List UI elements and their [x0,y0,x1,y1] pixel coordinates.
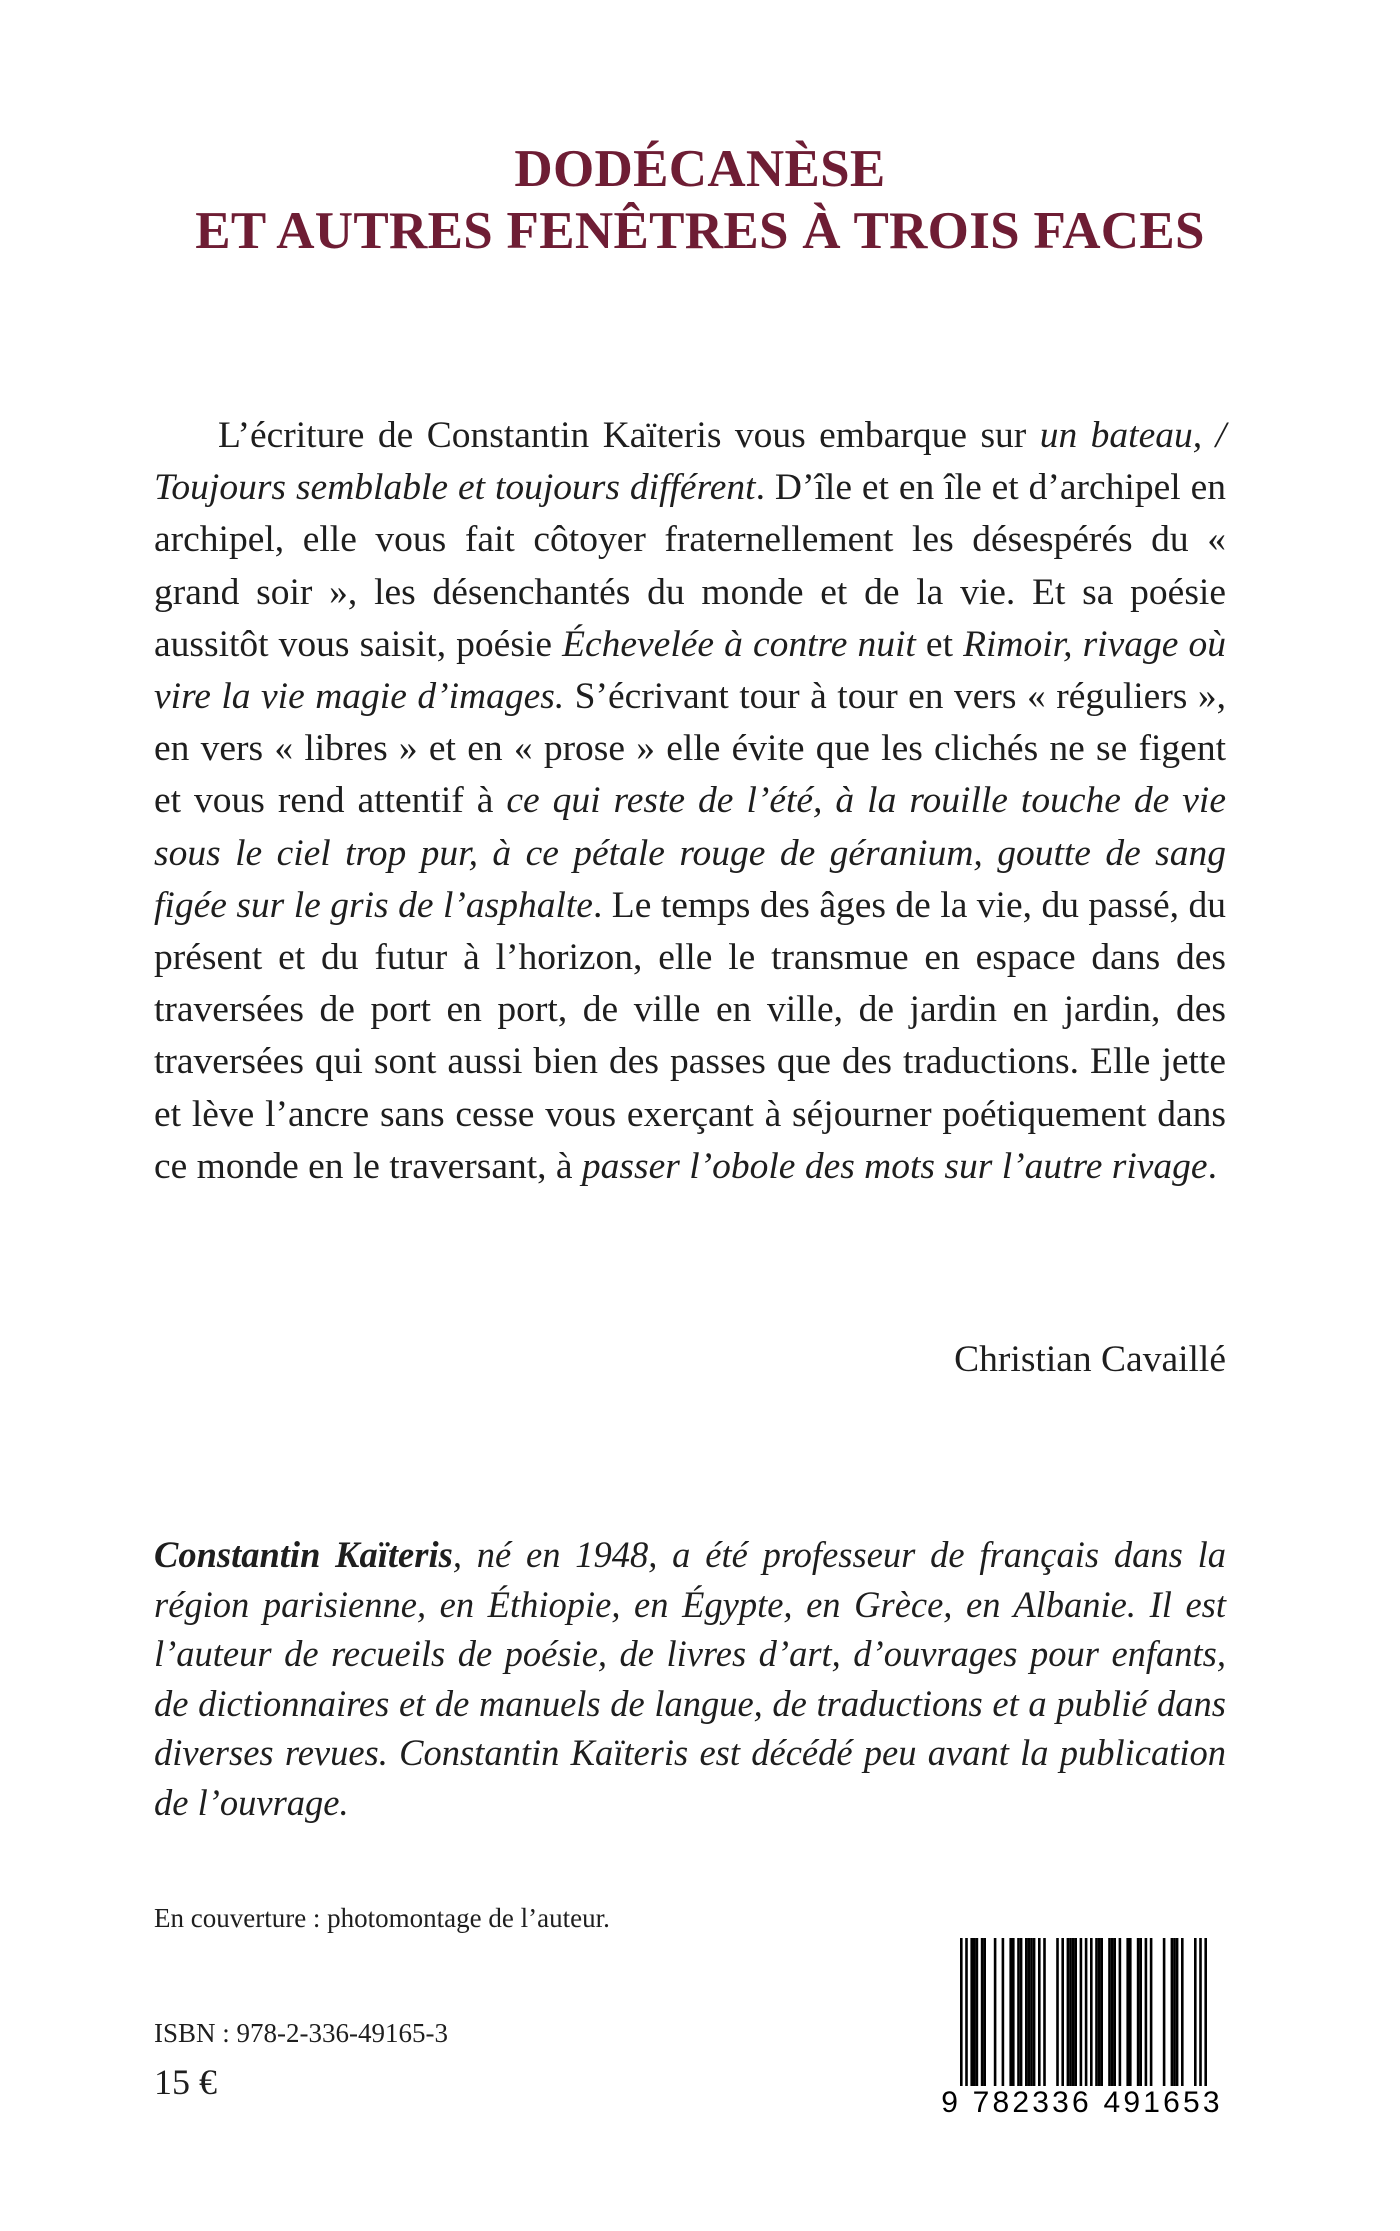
barcode-bar [1119,1938,1122,2088]
barcode-bar [1199,1938,1202,2104]
barcode-bar [1038,1938,1041,2088]
barcode-bar [1098,1938,1101,2088]
blurb-text: . D’île et en île et d’archipel en archipel, elle vous fait côtoyer fraternellement les désespérés du « grand soir », les désenchantés du monde et de la vie. Et sa poésie aussitôt vous saisit, poésie [154,467,1226,665]
barcode-bar [970,1938,973,2088]
blurb-quote: ce qui reste de l’été, à la rouille touche de vie sous le ciel trop pur, à ce pétale rouge de géranium, goutte de sang figée sur le gris de l’asphalte [154,780,1226,926]
barcode-bar [1204,1938,1207,2104]
author-bio [154,1530,1226,1827]
barcode-bar [994,1938,997,2088]
barcode-bar [1043,1938,1046,2088]
barcode-bar [1012,1938,1015,2088]
barcode-bar [1002,1938,1005,2088]
blurb-text: S’écrivant tour à tour en vers « réguliers », en vers « libres » et en « prose » elle évite que les clichés ne se figent et vous rend attentif à [154,676,1227,822]
barcode-bar [981,1938,984,2088]
barcode-bar [1176,1938,1179,2088]
barcode-bar [1074,1938,1077,2088]
barcode-bar [1194,1938,1197,2088]
blurb-text: . [1207,1145,1217,1187]
barcode-bar [1080,1938,1083,2104]
barcode-bar [1009,1938,1012,2088]
barcode-bar [973,1938,976,2088]
barcode-bar [983,1938,986,2088]
barcode-bar [1113,1938,1116,2088]
barcode-bar [1108,1938,1111,2088]
blurb-quote: passer l’obole des mots sur l’autre rivage [581,1145,1208,1187]
barcode-bar [1090,1938,1093,2088]
barcode-digits: 9 782336 491653 [932,2086,1232,2120]
barcode-bar [1028,1938,1031,2088]
blurb-text: . Le temps des âges de la vie, du passé, du présent et du futur à l’horizon, elle le transmue en espace dans des traversées de port en port, de ville en ville, de jardin en jardin, des traversées qui sont aussi bien des passes que des traductions. Elle jette et lève l’ancre sans cesse vous exerçant à séjourner poétiquement dans ce monde en le traversant, à [154,884,1226,1187]
barcode-bar [1072,1938,1075,2088]
barcode-bar [1126,1938,1129,2088]
bio-author-name: Constantin Kaïteris [154,1534,453,1575]
barcode-bar [1139,1938,1142,2088]
barcode-bar [1171,1938,1174,2088]
barcode-bar [1150,1938,1153,2088]
blurb-text: et [915,623,964,665]
barcode-bar [1030,1938,1033,2088]
barcode-bar [1067,1938,1070,2088]
barcode-bar [1033,1938,1036,2088]
title-line-2: ET AUTRES FENÊTRES À TROIS FACES [195,202,1205,260]
barcode-bar [1145,1938,1148,2088]
isbn-label: ISBN : 978-2-336-49165-3 [154,2018,448,2048]
blurb-quote: Rimoir, rivage où vire la vie magie d’images. [154,623,1226,718]
barcode-bar [1181,1938,1184,2088]
blurb-quote: Échevelée à contre nuit [562,623,916,665]
book-title [0,138,1400,262]
barcode-bar [1163,1938,1166,2088]
blurb-signature: Christian Cavaillé [954,1339,1226,1380]
barcode-bar [965,1938,968,2104]
barcode-bar [1111,1938,1114,2088]
barcode-bar [1017,1938,1020,2088]
price-label: 15 € [154,2062,217,2102]
barcode-bar [960,1938,963,2104]
barcode-bar [1129,1938,1132,2088]
barcode-bar [1100,1938,1103,2088]
cover-credit: En couverture : photomontage de l’auteur. [154,1903,610,1933]
barcode-bar [976,1938,979,2088]
barcode-bar [1061,1938,1064,2088]
barcode-bar [1056,1938,1059,2088]
blurb-text: L’écriture de Constantin Kaïteris vous embarque sur [218,415,1040,456]
barcode-bar [1137,1938,1140,2088]
barcode-bar [1020,1938,1023,2088]
barcode-bar [1095,1938,1098,2088]
isbn-barcode [932,1938,1232,2120]
blurb-paragraph [154,410,1226,1193]
barcode-bar [1025,1938,1028,2088]
title-line-1: DODÉCANÈSE [514,140,886,198]
blurb-quote: un bateau, / Toujours semblable et toujours différent [154,415,1226,509]
bio-text: , né en 1948, a été professeur de français dans la région parisienne, en Éthiopie, en Égypte, en Grèce, en Albanie. Il est l’auteur de recueils de poésie, de livres d’art, d’ouvrages pour enfants, de dictionnaires et de manuels de langue, de traductions et a publié dans diverses revues. Constantin Kaïteris est décédé peu avant la publication de l’ouvrage. [154,1534,1227,1823]
barcode-bar [1173,1938,1176,2088]
barcode-bar [1085,1938,1088,2104]
barcode-bar [1069,1938,1072,2088]
